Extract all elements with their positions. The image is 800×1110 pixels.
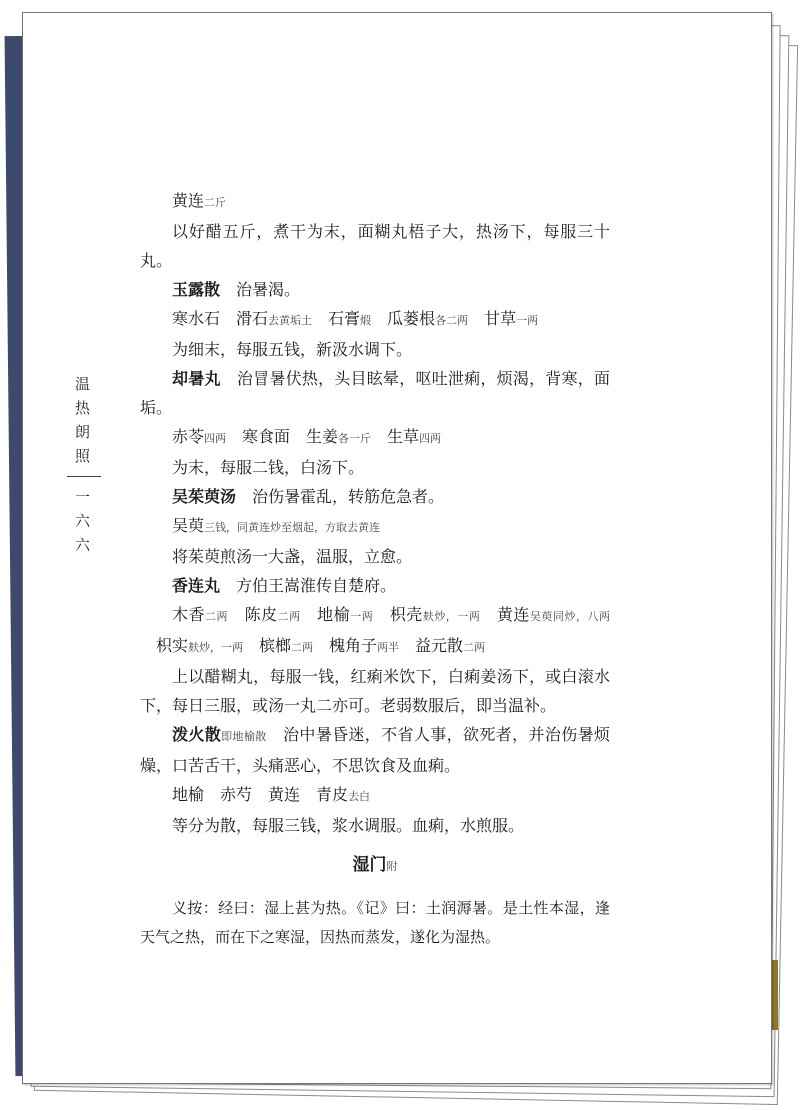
directions-paragraph: 将茱萸煎汤一大盏，温服，立愈。 — [172, 547, 413, 566]
directions-paragraph: 为细末，每服五钱，新汲水调下。 — [172, 340, 413, 359]
directions-paragraph: 上以醋糊丸，每服一钱，红痢米饮下，白痢姜汤下，或白滚水下，每日三服，或汤一丸二亦可。老弱数服后，即当温补。 — [140, 667, 610, 715]
formula-name: 泼火散 — [172, 725, 222, 744]
ingredient-line: 黄连二斤 — [172, 191, 227, 210]
formula-name: 吴茱萸汤 — [172, 487, 237, 506]
directions-paragraph: 为末，每服二钱，白汤下。 — [172, 458, 365, 477]
formula-indication: 治冒暑伏热，头目眩晕，呕吐泄痢，烦渴，背寒，面垢。 — [140, 369, 610, 417]
formula-entry: 泼火散即地榆散 治中暑昏迷，不省人事，欲死者，并治伤暑烦燥，口苦舌干，头痛恶心，不思饮食及血痢。 — [140, 725, 610, 775]
formula-entry — [140, 275, 610, 304]
ingredient-line: 地榆 赤芍 黄连 青皮去白 — [172, 785, 371, 804]
book-title-vertical: 温 热 朗 照 — [74, 375, 93, 465]
formula-indication: 治伤暑霍乱，转筋危急者。 — [252, 487, 445, 506]
ingredient-line: 赤苓四两 寒食面 生姜各一斤 生草四两 — [172, 427, 442, 446]
formula-indication: 治中暑昏迷，不省人事，欲死者，并治伤暑烦燥，口苦舌干，头痛恶心，不思饮食及血痢。 — [140, 725, 610, 775]
formula-entry — [140, 364, 610, 422]
formula-name: 玉露散 — [172, 280, 221, 299]
formula-name: 却暑丸 — [172, 369, 221, 388]
page-body — [140, 186, 610, 952]
directions-paragraph: 以好醋五斤，煮干为末，面糊丸梧子大，热汤下，每服三十丸。 — [140, 222, 610, 270]
header-divider — [67, 476, 101, 477]
ingredient-line: 寒水石 滑石去黄垢土 石膏煅 瓜蒌根各二两 甘草一两 — [172, 309, 539, 328]
section-heading: 湿门附 — [352, 855, 398, 875]
formula-indication: 治暑渴。 — [236, 280, 301, 299]
formula-name: 香连丸 — [172, 576, 221, 595]
directions-paragraph: 等分为散，每服三钱，浆水调服。血痢，水煎服。 — [172, 816, 525, 835]
formula-indication: 方伯王嵩淮传自楚府。 — [236, 576, 397, 595]
page-number-vertical: 一 六 六 — [74, 488, 93, 554]
running-header — [66, 372, 102, 557]
commentary-paragraph: 义按：经曰：湿上甚为热。《记》曰：土润溽暑。是土性本湿，逢天气之热，而在下之寒湿，因热而蒸发，遂化为湿热。 — [140, 899, 610, 946]
formula-entry — [140, 482, 610, 511]
ingredient-line: 吴萸三钱，同黄连炒至烟起，方取去黄连 — [172, 516, 381, 535]
formula-entry — [140, 571, 610, 600]
ingredient-line: 木香二两 陈皮二两 地榆一两 枳壳麸炒，一两 黄连吴萸同炒，八两枳实麸炒，一两 槟榔二两 槐角子两半 益元散二两 — [156, 605, 610, 655]
